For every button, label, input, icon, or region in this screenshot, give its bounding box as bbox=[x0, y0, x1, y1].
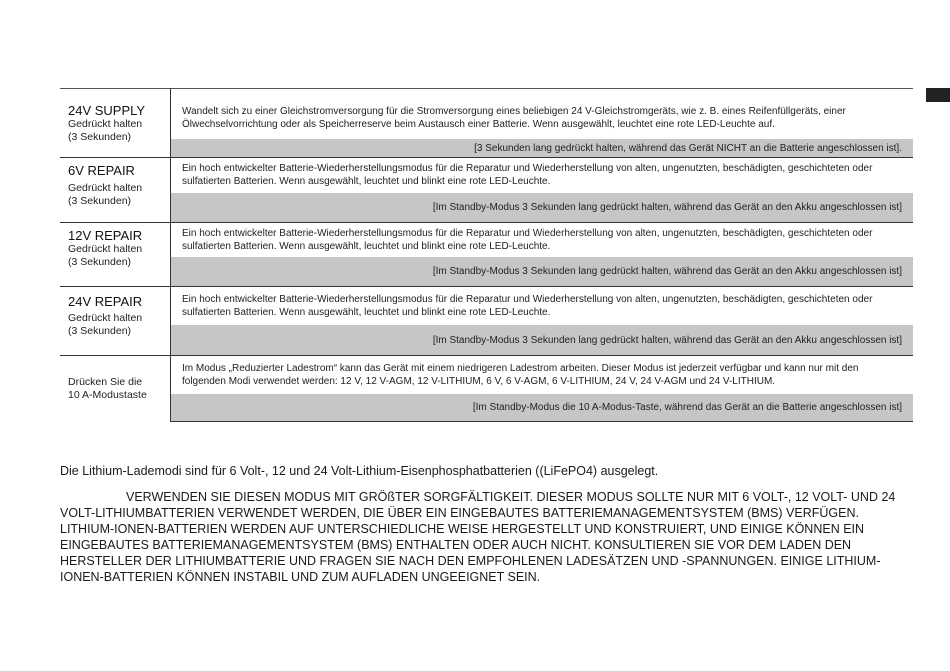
mode-label-cell bbox=[60, 356, 171, 422]
mode-instruction: Gedrückt halten bbox=[68, 182, 143, 194]
charging-mode-table bbox=[60, 88, 913, 422]
lithium-warning bbox=[60, 489, 900, 585]
mode-note: [3 Sekunden lang gedrückt halten, während das Gerät NICHT an die Batterie angeschlossen ist]. bbox=[171, 139, 914, 158]
mode-description: Ein hoch entwickelter Batterie-Wiederherstellungsmodus für die Reparatur und Wiederherstellung von alten, ungenutzten, beschädigten, geschichteten oder sulfatierten Batterien. Wenn ausgewählt, leuchtet und blinkt eine rote LED-Leuchte. bbox=[171, 158, 914, 193]
mode-note: [Im Standby-Modus 3 Sekunden lang gedrückt halten, während das Gerät an den Akku angeschlossen ist] bbox=[171, 257, 914, 287]
mode-description: Ein hoch entwickelter Batterie-Wiederherstellungsmodus für die Reparatur und Wiederherstellung von alten, ungenutzten, beschädigten, geschichteten oder sulfatierten Batterien. Wenn ausgewählt, leuchtet und blinkt eine rote LED-Leuchte. bbox=[171, 287, 914, 325]
table-row bbox=[60, 89, 913, 139]
table-row bbox=[60, 257, 913, 287]
mode-duration: (3 Sekunden) bbox=[68, 256, 132, 268]
table-row bbox=[60, 139, 913, 158]
lithium-modes-note: Die Lithium-Lademodi sind für 6 Volt-, 12 und 24 Volt-Lithium-Eisenphosphatbatterien ((LiFePO4) ausgelegt. bbox=[60, 464, 659, 478]
mode-duration: (3 Sekunden) bbox=[68, 195, 132, 207]
mode-label-cell bbox=[60, 158, 171, 223]
mode-name: 12V REPAIR bbox=[68, 228, 143, 243]
mode-note: [Im Standby-Modus 3 Sekunden lang gedrückt halten, während das Gerät an den Akku angeschlossen ist] bbox=[171, 325, 914, 356]
mode-label-cell bbox=[60, 287, 171, 356]
page-edge-tab bbox=[926, 88, 950, 102]
table-row bbox=[60, 158, 913, 193]
mode-instruction: Drücken Sie die bbox=[68, 375, 143, 388]
mode-duration: (3 Sekunden) bbox=[68, 130, 132, 143]
mode-name: 6V REPAIR bbox=[68, 163, 135, 178]
mode-instruction: Gedrückt halten bbox=[68, 117, 143, 130]
mode-description: Ein hoch entwickelter Batterie-Wiederherstellungsmodus für die Reparatur und Wiederherstellung von alten, ungenutzten, beschädigten, geschichteten oder sulfatierten Batterien. Wenn ausgewählt, leuchtet und blinkt eine rote LED-Leuchte. bbox=[171, 223, 914, 257]
mode-duration: (3 Sekunden) bbox=[68, 325, 132, 337]
mode-note: [Im Standby-Modus die 10 A-Modus-Taste, während das Gerät an die Batterie angeschlossen ist] bbox=[171, 394, 914, 422]
mode-label-cell bbox=[60, 223, 171, 287]
mode-name: 24V SUPPLY bbox=[68, 102, 146, 118]
table-row bbox=[60, 356, 913, 394]
table-row bbox=[60, 193, 913, 223]
mode-label-cell bbox=[60, 89, 171, 158]
mode-button-name: 10 A-Modustaste bbox=[68, 388, 147, 401]
mode-instruction: Gedrückt halten bbox=[68, 243, 143, 255]
mode-note: [Im Standby-Modus 3 Sekunden lang gedrückt halten, während das Gerät an den Akku angeschlossen ist] bbox=[171, 193, 914, 223]
mode-description: Im Modus „Reduzierter Ladestrom“ kann das Gerät mit einem niedrigeren Ladestrom arbeiten. Dieser Modus ist jederzeit verfügbar und kann nur mit den folgenden Modi verwendet werden: 12 V, 12 V-AGM, 12 V-LITHIUM, 6 V, 6 V-AGM, 6 V-LITHIUM, 24 V, 24 V-AGM und 24 V-LITHIUM. bbox=[171, 356, 914, 394]
table-row bbox=[60, 287, 913, 325]
mode-instruction: Gedrückt halten bbox=[68, 312, 143, 324]
table-row bbox=[60, 394, 913, 422]
table-row bbox=[60, 223, 913, 257]
mode-description: Wandelt sich zu einer Gleichstromversorgung für die Stromversorgung eines beliebigen 24 V-Gleichstromgeräts, wie z. B. eines Reifenfüllgeräts, einer Ölwechselvorrichtung oder als Speicherreserve beim Austausch einer Batterie. Wenn ausgewählt, leuchtet eine rote LED-Leuchte auf. bbox=[171, 89, 914, 139]
table-row bbox=[60, 325, 913, 356]
mode-name: 24V REPAIR bbox=[68, 294, 143, 309]
warning-text: VERWENDEN SIE DIESEN MODUS MIT GRÖßTER SORGFÄLTIGKEIT. DIESER MODUS SOLLTE NUR MIT 6 VOLT-, 12 VOLT- UND 24 VOLT-LITHIUMBATTERIEN VERWENDET WERDEN, DIE ÜBER EIN EINGEBAUTES BATTERIEMANAGEMENTSYSTEM (BMS) VERFÜGEN. LITHIUM-IONEN-BATTERIEN WERDEN AUF UNTERSCHIEDLICHE WEISE HERGESTELLT UND KONSTRUIERT, UND EINIGE KÖNNEN EIN EINGEBAUTES BATTERIEMANAGEMENTSYSTEM (BMS) ENTHALTEN ODER AUCH NICHT. KONSULTIEREN SIE VOR DEM LADEN DEN HERSTELLER DER LITHIUMBATTERIE UND FRAGEN SIE NACH DEN EMPFOHLENEN LADESÄTZEN UND -SPANNUNGEN. EINIGE LITHIUM-IONEN-BATTERIEN KÖNNEN INSTABIL UND ZUM AUFLADEN UNGEEIGNET SEIN. bbox=[60, 490, 896, 584]
